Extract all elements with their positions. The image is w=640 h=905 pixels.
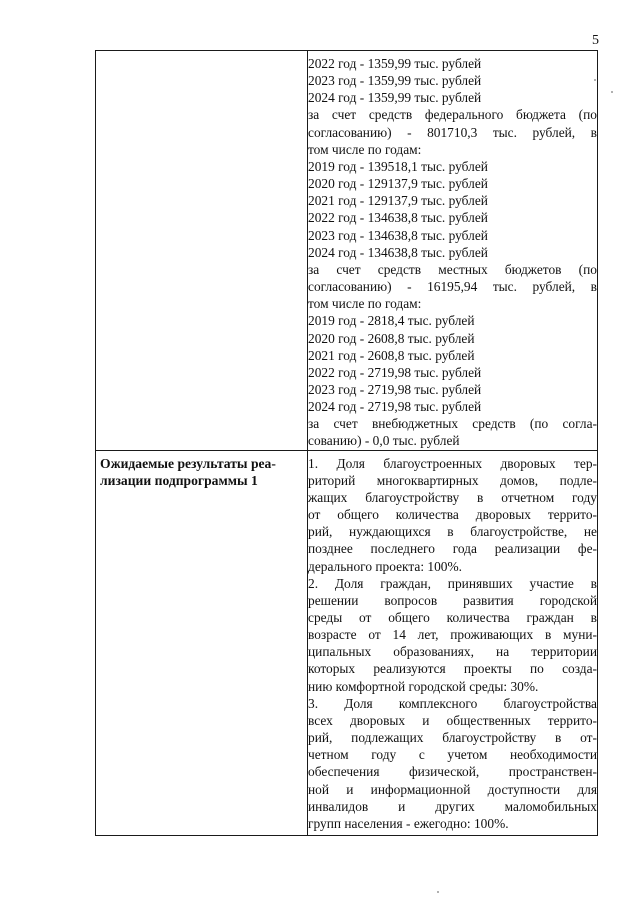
funding-line: сованию) - 0,0 тыс. рублей xyxy=(308,433,460,449)
results-cell xyxy=(308,450,598,835)
results-label-line: лизации подпрограммы 1 xyxy=(100,473,258,489)
results-line: инвалидов и других маломобильных xyxy=(308,798,597,814)
results-line: которых реализуются проекты по созда- xyxy=(308,661,597,677)
funding-line: за счет средств местных бюджетов (по xyxy=(308,261,597,277)
results-line: обеспечения физической, пространствен- xyxy=(308,764,597,780)
table-row xyxy=(96,51,598,451)
funding-line: 2022 год - 134638,8 тыс. рублей xyxy=(308,210,488,226)
funding-line: 2023 год - 1359,99 тыс. рублей xyxy=(308,73,482,89)
results-line: среды от общего количества граждан в xyxy=(308,610,597,625)
results-line: жащих благоустройству в отчетном году xyxy=(308,489,597,505)
funding-line: 2019 год - 139518,1 тыс. рублей xyxy=(308,158,488,174)
funding-cell xyxy=(308,51,598,451)
results-line: рий, нуждающихся в благоустройстве, не xyxy=(308,524,597,540)
funding-line: 2021 год - 129137,9 тыс. рублей xyxy=(308,193,488,209)
results-line: 3. Доля комплексного благоустройства xyxy=(308,695,597,711)
results-line: четном году с учетом необходимости xyxy=(308,747,597,763)
results-line: возрасте от 14 лет, проживающих в муни- xyxy=(308,627,597,643)
funding-line: 2023 год - 2719,98 тыс. рублей xyxy=(308,381,482,397)
scan-speck xyxy=(437,891,439,893)
results-line: нию комфортной городской среды: 30%. xyxy=(308,678,539,694)
scan-speck xyxy=(611,91,613,93)
results-line: от общего количества дворовых террито- xyxy=(308,507,597,523)
funding-line: за счет внебюджетных средств (по согла- xyxy=(308,416,597,432)
funding-line: том числе по годам: xyxy=(308,141,422,157)
results-line: 1. Доля благоустроенных дворовых тер- xyxy=(308,455,597,471)
results-line: рий, подлежащих благоустройству в от- xyxy=(308,730,597,746)
funding-line: 2022 год - 2719,98 тыс. рублей xyxy=(308,364,482,380)
empty-label-cell xyxy=(96,51,308,451)
results-line: ципальных образованиях, на территории xyxy=(308,644,597,660)
results-line: решении вопросов развития городской xyxy=(308,592,597,608)
funding-line: 2022 год - 1359,99 тыс. рублей xyxy=(308,56,482,71)
funding-line: 2020 год - 129137,9 тыс. рублей xyxy=(308,176,488,192)
results-line: позднее последнего года реализации фе- xyxy=(308,541,597,557)
results-label xyxy=(96,451,307,490)
funding-line: 2019 год - 2818,4 тыс. рублей xyxy=(308,313,475,329)
results-line: групп населения - ежегодно: 100%. xyxy=(308,815,509,831)
subprogram-passport-table xyxy=(95,50,598,836)
funding-text xyxy=(308,51,597,450)
page-number: 5 xyxy=(592,33,599,48)
results-line: всех дворовых и общественных террито- xyxy=(308,712,597,728)
results-line: ной и информационной доступности для xyxy=(308,781,597,797)
results-line: риторий многоквартирных домов, подле- xyxy=(308,472,597,488)
results-line: дерального проекта: 100%. xyxy=(308,558,462,574)
table-row xyxy=(96,450,598,835)
results-label-line: Ожидаемые результаты реа- xyxy=(100,455,276,471)
scan-speck xyxy=(594,79,596,81)
funding-line: 2024 год - 2719,98 тыс. рублей xyxy=(308,399,482,415)
funding-line: согласованию) - 801710,3 тыс. рублей, в xyxy=(308,124,597,140)
funding-line: 2024 год - 1359,99 тыс. рублей xyxy=(308,90,482,106)
results-line: 2. Доля граждан, принявших участие в xyxy=(308,575,597,591)
funding-line: 2020 год - 2608,8 тыс. рублей xyxy=(308,330,475,346)
results-text xyxy=(308,451,597,835)
funding-line: согласованию) - 16195,94 тыс. рублей, в xyxy=(308,279,597,295)
funding-line: 2023 год - 134638,8 тыс. рублей xyxy=(308,227,488,243)
funding-line: за счет средств федерального бюджета (по xyxy=(308,107,597,123)
funding-line: 2024 год - 134638,8 тыс. рублей xyxy=(308,244,488,260)
funding-line: 2021 год - 2608,8 тыс. рублей xyxy=(308,347,475,363)
funding-line: том числе по годам: xyxy=(308,296,422,312)
results-label-cell xyxy=(96,450,308,835)
